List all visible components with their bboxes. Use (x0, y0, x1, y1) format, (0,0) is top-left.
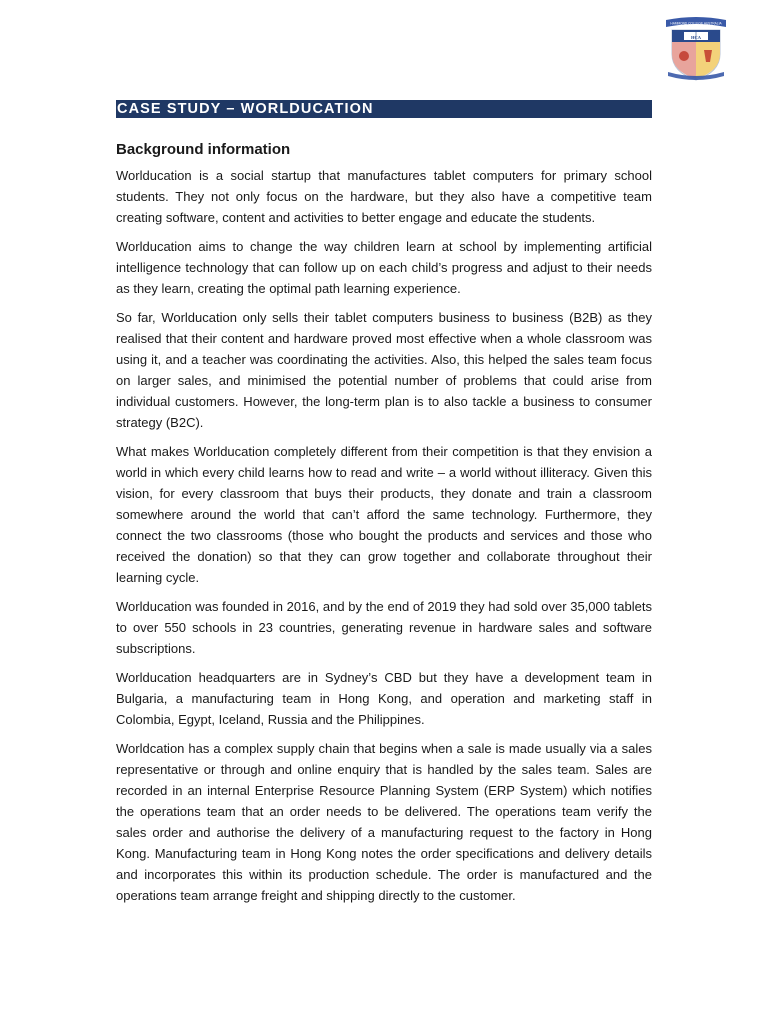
paragraph: So far, Worlducation only sells their tablet computers business to business (B2B) as they realised that their content and hardware proved most effective when a whole classroom was using it, and a teacher was coordinating the activities. Also, this helped the sales team focus on larger sales, and minimised the potential number of problems that could arise from individual customers. However, the long-term plan is to also tackle a business to consumer strategy (B2C). (116, 310, 652, 430)
paragraph: Worlducation was founded in 2016, and by the end of 2019 they had sold over 35,000 tablets to over 550 schools in 23 countries, generating revenue in hardware sales and software subscriptions. (116, 599, 652, 656)
section-heading: Background information (116, 141, 291, 158)
paragraph: What makes Worlducation completely different from their competition is that they envision a world in which every child learns how to read and write – a world without illiteracy. Given this vision, for every classroom that buys their products, they donate and train a classroom somewhere around the world that can’t afford the same technology. Furthermore, they connect the two classrooms (those who bought the products and services and those who received the donation) so that they can grow together and collaborate throughout their learning cycle. (116, 444, 652, 585)
college-crest-logo (664, 14, 728, 82)
paragraph: Worlducation aims to change the way children learn at school by implementing artificial intelligence technology that can follow up on each child’s progress and adjust to their needs as they learn, creating the optimal path learning experience. (116, 239, 652, 296)
crest-monogram: HCA (691, 35, 701, 40)
crest-banner-text: HAMMOND COLLEGE AUSTRALIA (670, 21, 722, 26)
crest-icon (664, 14, 728, 82)
case-study-title: CASE STUDY – WORLDUCATION (116, 100, 652, 118)
document-body (116, 100, 652, 906)
paragraph: Worlducation headquarters are in Sydney’s CBD but they have a development team in Bulgaria, a manufacturing team in Hong Kong, and operation and marketing staff in Colombia, Egypt, Iceland, Russia and the Philippines. (116, 670, 652, 727)
paragraph: Worlducation is a social startup that manufactures tablet computers for primary school students. They not only focus on the hardware, but they also have a competitive team creating software, content and activities to better engage and educate the students. (116, 168, 652, 225)
paragraph: Worldcation has a complex supply chain that begins when a sale is made usually via a sales representative or through and online enquiry that is handled by the sales team. Sales are recorded in an internal Enterprise Resource Planning System (ERP System) which notifies the operations team that an order needs to be delivered. The operations team verify the sales order and authorise the delivery of a manufacturing request to the factory in Hong Kong. Manufacturing team in Hong Kong notes the order specifications and delivery details and incorporates this within its production schedule. The order is manufactured and the operations team arrange freight and shipping directly to the customer. (116, 741, 652, 903)
